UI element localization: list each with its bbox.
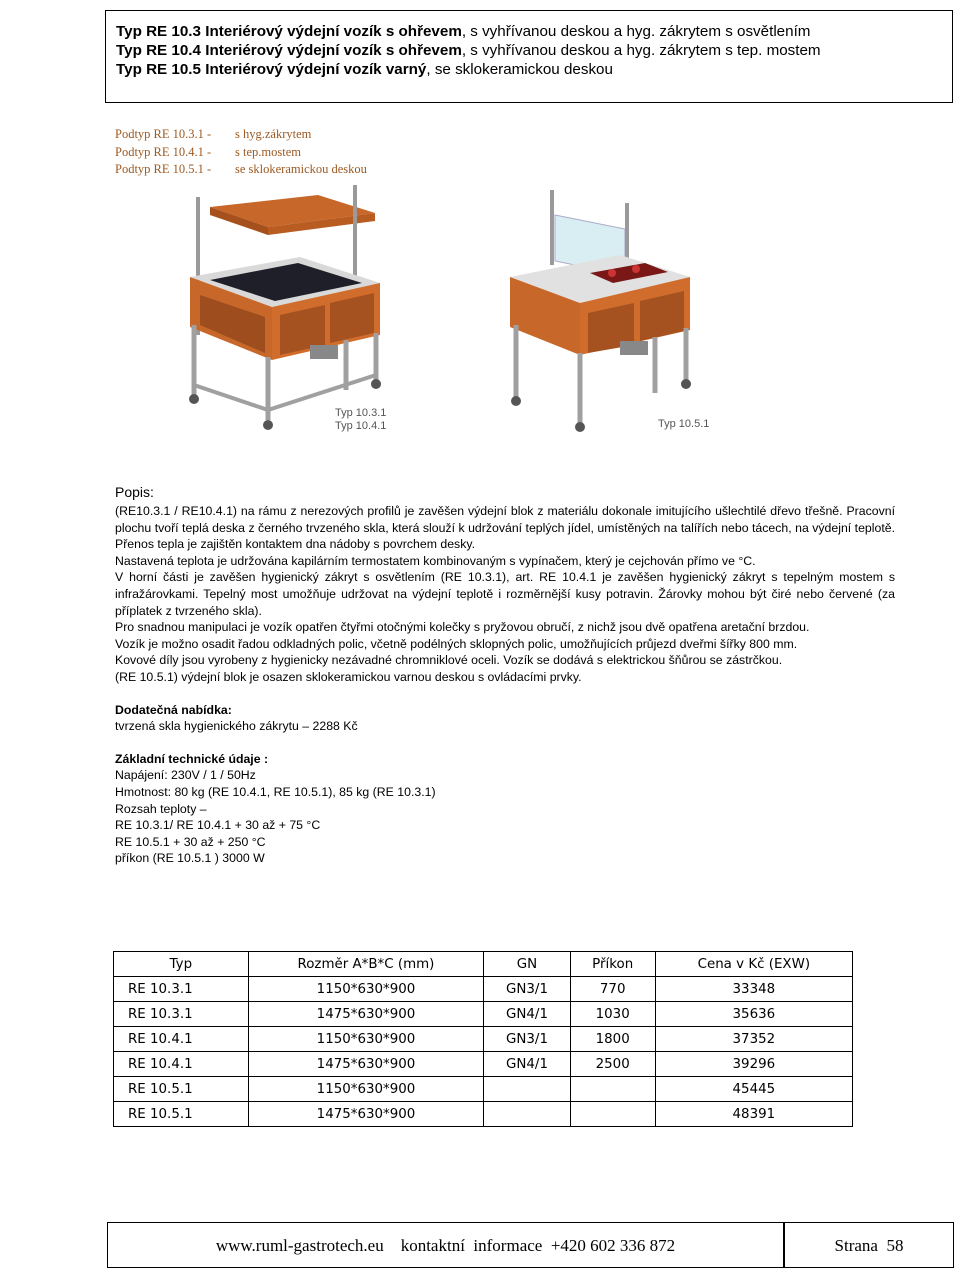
tech-line: Napájení: 230V / 1 / 50Hz: [115, 768, 256, 783]
table-cell: 1800: [570, 1027, 655, 1052]
table-cell: 770: [570, 977, 655, 1002]
table-cell: GN3/1: [484, 1027, 570, 1052]
table-cell: 1475*630*900: [248, 1102, 484, 1127]
table-cell: GN4/1: [484, 1002, 570, 1027]
table-row: [114, 1077, 853, 1102]
subtype-list: [115, 126, 367, 179]
price-table: [113, 951, 853, 1127]
table-row: [114, 977, 853, 1002]
table-cell: 1150*630*900: [248, 1077, 484, 1102]
table-cell: 1150*630*900: [248, 977, 484, 1002]
table-cell: [484, 1102, 570, 1127]
footer-contact[interactable]: www.ruml-gastrotech.eu kontaktní informace +420 602 336 872: [107, 1222, 784, 1268]
description-paragraph: (RE10.3.1 / RE10.4.1) na rámu z nerezových profilů je zavěšen výdejní blok z materiálu dokonale imitujícího ušlechtilé dřevo třešně. Pracovní plochu tvoří teplá deska z černého trvzeného skla, která slouží k udržování teplých jídel, umístěných na talířích nebo tácech, na výdejní teplotě. Přenos tepla je zajištěn kontaktem dna nádoby s povrchem desky.: [115, 504, 895, 552]
description-paragraph: (RE 10.5.1) výdejní blok je osazen sklokeramickou varnou deskou s ovládacími prvky.: [115, 669, 582, 684]
title-box: [105, 10, 953, 103]
table-cell: 48391: [655, 1102, 852, 1127]
table-cell: [570, 1102, 655, 1127]
extra-offer-text: tvrzená skla hygienického zákrytu – 2288 Kč: [115, 719, 358, 734]
table-row: [114, 1102, 853, 1127]
tech-line: Rozsah teploty –: [115, 801, 207, 816]
column-header: Rozměr A*B*C (mm): [248, 952, 484, 977]
extra-offer-heading: Dodatečná nabídka:: [115, 702, 232, 717]
column-header: Příkon: [570, 952, 655, 977]
cart-illustrations: [150, 185, 710, 450]
tech-line: příkon (RE 10.5.1 ) 3000 W: [115, 851, 265, 866]
table-cell: 2500: [570, 1052, 655, 1077]
table-cell: RE 10.3.1: [114, 977, 249, 1002]
tech-line: RE 10.3.1/ RE 10.4.1 + 30 až + 75 °C: [115, 818, 321, 833]
tech-line: RE 10.5.1 + 30 až + 250 °C: [115, 834, 266, 849]
title-line-3: Typ RE 10.5 Interiérový výdejní vozík varný, se sklokeramickou deskou: [116, 61, 613, 78]
table-cell: 37352: [655, 1027, 852, 1052]
table-cell: 35636: [655, 1002, 852, 1027]
table-header-row: [114, 952, 853, 977]
column-header: Cena v Kč (EXW): [655, 952, 852, 977]
cart-ceramic-illustration: [510, 190, 691, 432]
table-cell: GN4/1: [484, 1052, 570, 1077]
table-cell: RE 10.4.1: [114, 1027, 249, 1052]
table-cell: 1475*630*900: [248, 1002, 484, 1027]
table-cell: 45445: [655, 1077, 852, 1102]
description-paragraph: Vozík je možno osadit řadou odkladných polic, včetně podélných sklopných polic, umožňujících průjezd dveřmi šířky 800 mm.: [115, 636, 798, 651]
subtype-row: Podtyp RE 10.3.1 - s hyg.zákrytem: [115, 127, 312, 141]
tech-heading: Základní technické údaje :: [115, 751, 269, 766]
title-line-1: Typ RE 10.3 Interiérový výdejní vozík s ohřevem, s vyhřívanou deskou a hyg. zákrytem s osvětlením: [116, 23, 811, 40]
description-paragraph: V horní části je zavěšen hygienický zákryt s osvětlením (RE 10.3.1), art. RE 10.4.1 je zavěšen hygienický zákryt s tepelným mostem s infražárovkami. Tepelný most umožňuje udržovat na výdejní teplotě i rozměrnější kusy potravin. Žárovky mohou být čiré nebo červené (za příplatek z tvrzeného skla).: [115, 570, 895, 618]
table-cell: 1030: [570, 1002, 655, 1027]
table-cell: 39296: [655, 1052, 852, 1077]
table-cell: 1475*630*900: [248, 1052, 484, 1077]
table-row: [114, 1002, 853, 1027]
description-paragraph: Pro snadnou manipulaci je vozík opatřen čtyřmi otočnými kolečky s pryžovou obručí, z nichž jsou dvě opatřena aretační brzdou.: [115, 620, 810, 635]
figure-caption-right: Typ 10.5.1: [658, 418, 710, 430]
description-paragraph: Kovové díly jsou vyrobeny z hygienicky nezávadné chromniklové oceli. Vozík se dodává s elektrickou šňůrou se zástrčkou.: [115, 653, 783, 668]
column-header: Typ: [114, 952, 249, 977]
description-paragraph: Nastavená teplota je udržována kapilárním termostatem kombinovaným s vypínačem, který je cejchován přímo ve °C.: [115, 553, 756, 568]
title-line-2: Typ RE 10.4 Interiérový výdejní vozík s ohřevem, s vyhřívanou deskou a hyg. zákrytem s tep. mostem: [116, 42, 821, 59]
table-cell: 1150*630*900: [248, 1027, 484, 1052]
table-row: [114, 1052, 853, 1077]
table-cell: RE 10.5.1: [114, 1102, 249, 1127]
table-cell: [484, 1077, 570, 1102]
page-footer: [107, 1222, 957, 1270]
main-content: [115, 483, 895, 867]
subtype-row: Podtyp RE 10.4.1 - s tep.mostem: [115, 144, 301, 159]
table-cell: GN3/1: [484, 977, 570, 1002]
product-figures: [150, 185, 710, 450]
page-number: Strana 58: [784, 1222, 954, 1268]
cart-heated-illustration: [189, 185, 381, 430]
table-cell: RE 10.4.1: [114, 1052, 249, 1077]
table-row: [114, 1027, 853, 1052]
table-cell: RE 10.3.1: [114, 1002, 249, 1027]
table-cell: RE 10.5.1: [114, 1077, 249, 1102]
column-header: GN: [484, 952, 570, 977]
tech-specs: [115, 751, 895, 867]
description-heading: Popis:: [115, 484, 154, 500]
figure-caption-left: Typ 10.3.1 Typ 10.4.1: [335, 407, 387, 432]
tech-line: Hmotnost: 80 kg (RE 10.4.1, RE 10.5.1), 85 kg (RE 10.3.1): [115, 784, 436, 799]
table-cell: 33348: [655, 977, 852, 1002]
table-cell: [570, 1077, 655, 1102]
subtype-row: Podtyp RE 10.5.1 - se sklokeramickou deskou: [115, 162, 367, 176]
